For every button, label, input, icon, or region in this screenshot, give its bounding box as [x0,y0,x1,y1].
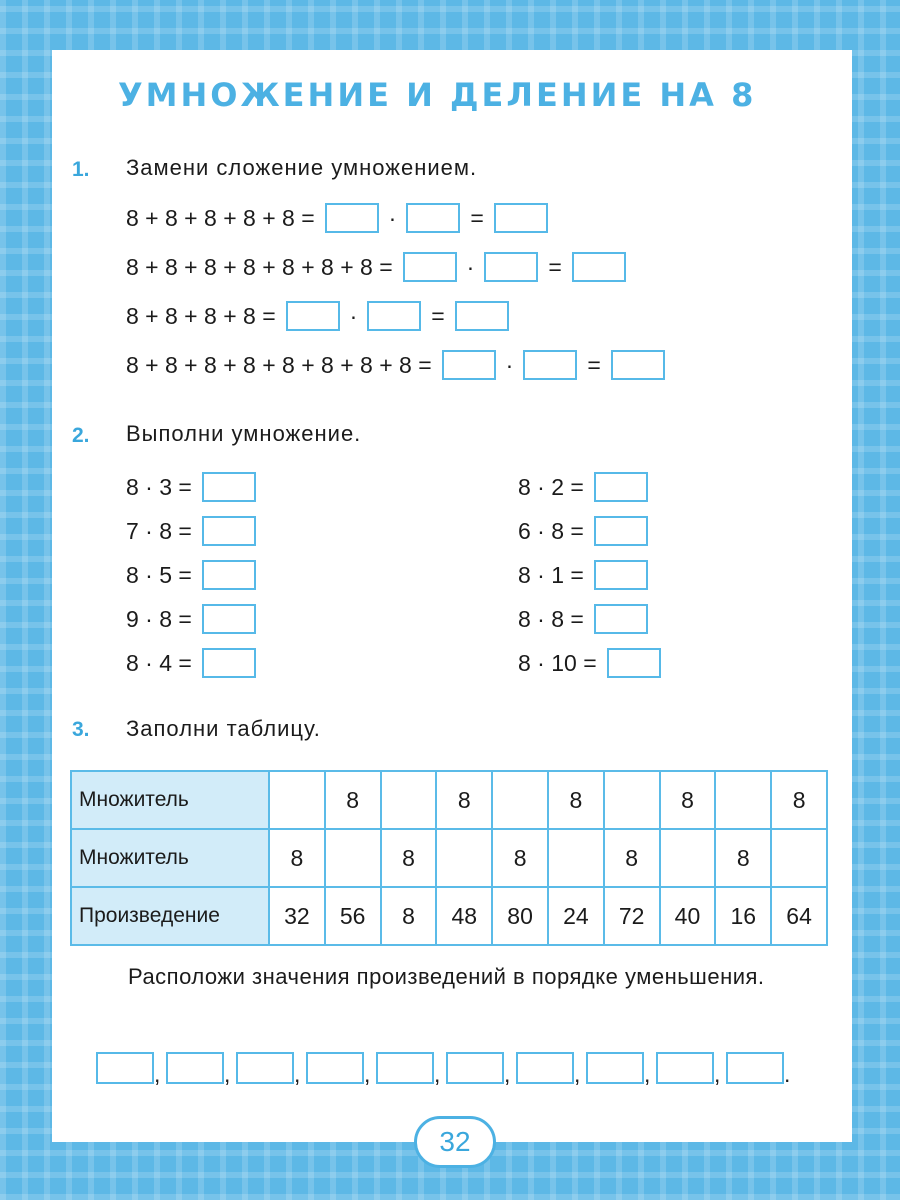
answer-box[interactable] [166,1052,224,1084]
table-cell[interactable] [325,829,381,887]
answer-box[interactable] [236,1052,294,1084]
comma: , [364,1061,371,1087]
table-row [71,771,827,829]
multiplication-example [518,601,648,637]
table-cell[interactable] [604,771,660,829]
answer-box[interactable] [202,604,256,634]
multiplication-expression: 8 · 1 = [518,561,584,588]
addition-expression: 8 + 8 + 8 + 8 = [126,302,276,329]
table-cell[interactable]: 8 [715,829,771,887]
table-cell: 72 [604,887,660,945]
table-row [71,887,827,945]
answer-box[interactable] [202,516,256,546]
answer-box[interactable] [376,1052,434,1084]
answer-box[interactable] [594,604,648,634]
addition-expression: 8 + 8 + 8 + 8 + 8 = [126,204,315,231]
comma: , [644,1061,651,1087]
multiply-dot: · [349,302,358,329]
table-cell[interactable]: 8 [604,829,660,887]
answer-box[interactable] [403,252,457,282]
equals-sign: = [548,253,562,280]
answer-box[interactable] [442,350,496,380]
answer-box[interactable] [572,252,626,282]
table-cell[interactable] [492,771,548,829]
multiplication-example [126,601,256,637]
multiplication-expression: 8 · 10 = [518,649,597,676]
answer-box[interactable] [607,648,661,678]
multiplication-example [126,469,256,505]
multiplication-example [518,469,648,505]
answer-box[interactable] [611,350,665,380]
table-cell: 8 [381,887,437,945]
addition-row [126,200,548,236]
order-answer-row [96,1052,796,1087]
answer-box[interactable] [406,203,460,233]
multiplication-table [70,770,828,946]
answer-box[interactable] [446,1052,504,1084]
multiplication-example [126,557,256,593]
answer-box[interactable] [516,1052,574,1084]
answer-box[interactable] [594,560,648,590]
row-header: Произведение [71,887,269,945]
table-cell[interactable]: 8 [660,771,716,829]
table-cell[interactable]: 8 [548,771,604,829]
multiply-dot: · [505,351,514,378]
table-cell[interactable] [381,771,437,829]
multiplication-expression: 9 · 8 = [126,605,192,632]
answer-box[interactable] [484,252,538,282]
multiplication-expression: 7 · 8 = [126,517,192,544]
answer-box[interactable] [202,648,256,678]
multiplication-example [518,645,661,681]
table-cell[interactable] [269,771,325,829]
multiplication-expression: 8 · 4 = [126,649,192,676]
answer-box[interactable] [325,203,379,233]
table-cell[interactable]: 8 [269,829,325,887]
table-cell[interactable]: 8 [325,771,381,829]
table-cell[interactable]: 8 [436,771,492,829]
table-cell[interactable] [436,829,492,887]
addition-row [126,347,665,383]
period: . [784,1061,791,1087]
page-number: 32 [414,1116,496,1168]
table-cell[interactable]: 8 [771,771,827,829]
table-cell: 16 [715,887,771,945]
answer-box[interactable] [96,1052,154,1084]
addition-row [126,249,626,285]
table-cell[interactable] [771,829,827,887]
multiply-dot: · [388,204,397,231]
multiplication-example [518,557,648,593]
table-cell[interactable]: 8 [381,829,437,887]
table-cell: 56 [325,887,381,945]
comma: , [434,1061,441,1087]
table-cell: 48 [436,887,492,945]
addition-expression: 8 + 8 + 8 + 8 + 8 + 8 + 8 + 8 = [126,351,432,378]
multiplication-expression: 8 · 2 = [518,473,584,500]
comma: , [504,1061,511,1087]
multiplication-example [126,513,256,549]
comma: , [294,1061,301,1087]
answer-box[interactable] [367,301,421,331]
multiplication-expression: 8 · 8 = [518,605,584,632]
task-3-instruction: Заполни таблицу. [126,716,321,741]
equals-sign: = [587,351,601,378]
multiplication-expression: 8 · 3 = [126,473,192,500]
page-title: УМНОЖЕНИЕ И ДЕЛЕНИЕ НА 8 [118,76,757,114]
table-cell: 80 [492,887,548,945]
multiplication-example [126,645,256,681]
table-cell: 32 [269,887,325,945]
table-row [71,829,827,887]
answer-box[interactable] [455,301,509,331]
table-cell: 40 [660,887,716,945]
comma: , [574,1061,581,1087]
equals-sign: = [470,204,484,231]
table-cell: 64 [771,887,827,945]
multiplication-expression: 8 · 5 = [126,561,192,588]
task-1-number: 1. [72,158,90,181]
answer-box[interactable] [202,472,256,502]
task-2-number: 2. [72,424,90,447]
task-3-number: 3. [72,718,90,741]
answer-box[interactable] [726,1052,784,1084]
comma: , [224,1061,231,1087]
task-2-instruction: Выполни умножение. [126,421,362,446]
addition-expression: 8 + 8 + 8 + 8 + 8 + 8 + 8 = [126,253,393,280]
comma: , [714,1061,721,1087]
answer-box[interactable] [306,1052,364,1084]
answer-box[interactable] [494,203,548,233]
addition-row [126,298,509,334]
answer-box[interactable] [594,516,648,546]
task-1-instruction: Замени сложение умножением. [126,155,478,180]
table-cell[interactable] [548,829,604,887]
answer-box[interactable] [586,1052,644,1084]
table-cell[interactable] [715,771,771,829]
answer-box[interactable] [594,472,648,502]
multiply-dot: · [466,253,475,280]
answer-box[interactable] [656,1052,714,1084]
table-cell: 24 [548,887,604,945]
equals-sign: = [431,302,445,329]
table-cell[interactable] [660,829,716,887]
row-header: Множитель [71,829,269,887]
answer-box[interactable] [286,301,340,331]
multiplication-expression: 6 · 8 = [518,517,584,544]
row-header: Множитель [71,771,269,829]
multiplication-example [518,513,648,549]
comma: , [154,1061,161,1087]
order-instruction: Расположи значения произведений в порядке уменьшения. [128,964,765,989]
answer-box[interactable] [523,350,577,380]
answer-box[interactable] [202,560,256,590]
table-cell[interactable]: 8 [492,829,548,887]
